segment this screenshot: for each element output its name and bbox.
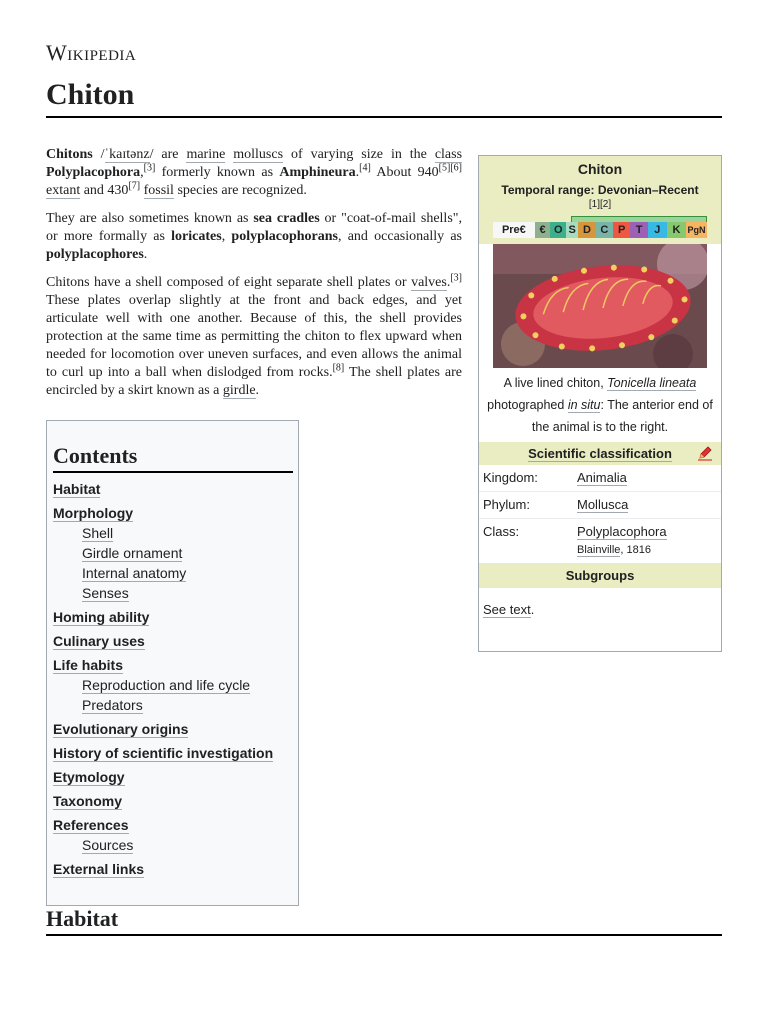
page-title: Chiton [46, 78, 722, 118]
timeline-period[interactable]: € [535, 222, 551, 238]
toc-item[interactable] [53, 631, 293, 651]
timeline-periods [493, 222, 707, 238]
text: : The anterior end of the animal is to the right. [531, 398, 713, 434]
classification-link[interactable]: Polyplacophora [577, 524, 667, 539]
link-tonicella-lineata[interactable]: Tonicella lineata [607, 376, 697, 390]
toc-item[interactable] [53, 523, 293, 543]
text: . [355, 165, 360, 180]
reference-4[interactable]: [4] [359, 162, 371, 174]
text: of varying size in the [283, 147, 435, 162]
temporal-range-refs[interactable]: [1][2] [588, 199, 612, 210]
text: Chitons have a shell composed of eight separate shell plates or [46, 275, 412, 290]
toc-item[interactable] [53, 675, 293, 695]
toc-item-label[interactable]: References [53, 817, 129, 833]
reference-3[interactable]: [3] [143, 162, 156, 174]
text: They are also sometimes known as [46, 211, 254, 226]
toc-item-label[interactable]: Culinary uses [53, 633, 145, 649]
toc-item-label[interactable]: Predators [82, 697, 143, 713]
text: . [255, 383, 260, 398]
see-text-link[interactable]: See text [483, 602, 531, 617]
toc-item-label[interactable]: External links [53, 861, 145, 877]
timeline-period[interactable]: C [596, 222, 613, 238]
wikipedia-wordmark[interactable]: Wikipedia [46, 40, 137, 65]
classification-row [479, 465, 721, 492]
toc-item-label[interactable]: Internal anatomy [82, 565, 187, 581]
reference-7[interactable]: [7] [128, 180, 141, 192]
link-valves[interactable]: valves [411, 275, 447, 290]
text: . [446, 275, 451, 290]
classification-rank: Class: [483, 524, 520, 539]
toc-item-label[interactable]: Shell [82, 525, 114, 541]
classification-value [577, 496, 721, 514]
link-extant[interactable]: extant [46, 183, 81, 198]
toc-item-label[interactable]: Reproduction and life cycle [82, 677, 251, 693]
link-marine[interactable]: marine [186, 147, 226, 162]
toc-item-label[interactable]: Etymology [53, 769, 125, 785]
classification-value [577, 469, 721, 487]
toc-item-label[interactable]: Homing ability [53, 609, 150, 625]
subgroups-header: Subgroups [479, 563, 721, 588]
classification-row [479, 492, 721, 519]
taxobox [478, 155, 722, 652]
toc-item-label[interactable]: Evolutionary origins [53, 721, 189, 737]
timeline-period[interactable]: D [578, 222, 595, 238]
taxobox-header [479, 156, 721, 244]
link-molluscs[interactable]: molluscs [233, 147, 284, 162]
toc-item-label[interactable]: Girdle ornament [82, 545, 183, 561]
text: formerly known as [155, 165, 280, 180]
toc-item[interactable] [53, 835, 293, 855]
photo-caption [479, 368, 721, 442]
toc-item[interactable] [53, 695, 293, 715]
toc-item[interactable] [53, 543, 293, 563]
text: / are [149, 147, 187, 162]
reference-8[interactable]: [8] [332, 362, 345, 374]
toc-item-label[interactable]: Taxonomy [53, 793, 122, 809]
timeline-period[interactable]: T [630, 222, 647, 238]
toc-item-label[interactable]: Sources [82, 837, 134, 853]
text: About 940 [370, 165, 439, 180]
text: These plates overlap slightly at the front and back edges, and yet articulate well with one another. Because of this, the shell provides protection at the same time as permitting the chiton to flex upward when needed for locomotion over uneven surfaces, and even allows the animal to curl up into a ball when dislodged from rocks. [46, 293, 462, 380]
toc-item[interactable] [53, 743, 293, 763]
classification-rank: Kingdom: [483, 470, 538, 485]
chiton-photo[interactable] [493, 244, 707, 368]
timeline-period[interactable]: P [613, 222, 630, 238]
timeline-period[interactable]: O [550, 222, 566, 238]
pencil-edit-icon[interactable] [697, 445, 713, 461]
bold-term-sea-cradles: sea cradles [253, 211, 320, 226]
toc-item[interactable] [53, 607, 293, 627]
timeline-period[interactable]: Pre€ [493, 222, 535, 238]
lead-paragraph-3 [46, 274, 462, 400]
table-of-contents [46, 420, 299, 906]
toc-item-label[interactable]: Senses [82, 585, 129, 601]
lead-paragraph-2 [46, 210, 462, 264]
bold-term-amphineura: Amphineura [279, 165, 356, 180]
link-class[interactable]: class [434, 147, 463, 162]
text: / [92, 147, 105, 162]
text: photographed [487, 398, 568, 412]
lead-section [46, 146, 462, 410]
classification-rank: Phylum: [483, 497, 530, 512]
toc-list [53, 479, 293, 879]
timeline-period[interactable]: J [648, 222, 667, 238]
toc-title: Contents [53, 443, 293, 473]
toc-item[interactable] [53, 767, 293, 787]
toc-item[interactable] [53, 479, 293, 499]
text: The shell plates are encircled by a skirt known as a [46, 365, 463, 398]
lead-paragraph-1 [46, 146, 462, 200]
section-heading-habitat: Habitat [46, 906, 722, 936]
authority-year: , 1816 [620, 544, 652, 556]
bold-term-polyplacophora: Polyplacophora [46, 165, 141, 180]
classification-row [479, 519, 721, 563]
link-girdle[interactable]: girdle [222, 383, 256, 398]
text: . [530, 602, 535, 617]
toc-item-label[interactable]: Life habits [53, 657, 124, 673]
toc-item[interactable] [53, 815, 293, 835]
temporal-range: Temporal range: Devonian–Recent [501, 183, 699, 197]
classification-link[interactable]: Animalia [577, 470, 627, 485]
text: , and occasionally as [338, 229, 462, 244]
bold-term-polyplacophores: polyplacophores [46, 247, 144, 262]
bold-term-chitons: Chitons [46, 147, 93, 162]
toc-item[interactable] [53, 655, 293, 675]
text: or "coat-of-mail shells", or more formally as [46, 211, 462, 244]
text: . [143, 247, 148, 262]
text: species are recognized. [173, 183, 307, 198]
scientific-classification-header [479, 442, 721, 465]
subgroups-content [479, 588, 721, 631]
taxobox-name: Chiton [577, 161, 623, 177]
geologic-timeline [493, 216, 707, 238]
toc-item[interactable] [53, 583, 293, 603]
reference-3-b[interactable]: [3] [450, 272, 462, 284]
scientific-classification-link[interactable]: Scientific classification [528, 446, 672, 461]
text: , [221, 229, 232, 244]
timeline-period[interactable]: S [566, 222, 578, 238]
toc-item-label[interactable]: Morphology [53, 505, 134, 521]
link-in-situ[interactable]: in situ [567, 398, 601, 412]
toc-item[interactable] [53, 791, 293, 811]
bold-term-loricates: loricates [171, 229, 222, 244]
ipa-pronunciation-link[interactable]: ˈkaɪtənz [104, 147, 150, 162]
toc-item[interactable] [53, 859, 293, 879]
text: A live lined chiton, [503, 376, 608, 390]
classification-value [577, 523, 721, 559]
toc-item[interactable] [53, 563, 293, 583]
timeline-period[interactable]: K [667, 222, 686, 238]
classification-rows [479, 465, 721, 563]
authority-link[interactable]: Blainville [577, 544, 621, 556]
link-fossil[interactable]: fossil [143, 183, 174, 198]
reference-5-6[interactable]: [5][6] [438, 162, 462, 174]
toc-item-label[interactable]: History of scientific investigation [53, 745, 274, 761]
text: , [140, 165, 144, 180]
bold-term-polyplacophorans: polyplacophorans [231, 229, 338, 244]
toc-item-label[interactable]: Habitat [53, 481, 101, 497]
toc-item[interactable] [53, 719, 293, 739]
taxon-authority [577, 541, 721, 559]
timeline-period[interactable]: PgN [686, 222, 707, 238]
toc-item[interactable] [53, 503, 293, 523]
classification-link[interactable]: Mollusca [577, 497, 629, 512]
text: and 430 [80, 183, 129, 198]
